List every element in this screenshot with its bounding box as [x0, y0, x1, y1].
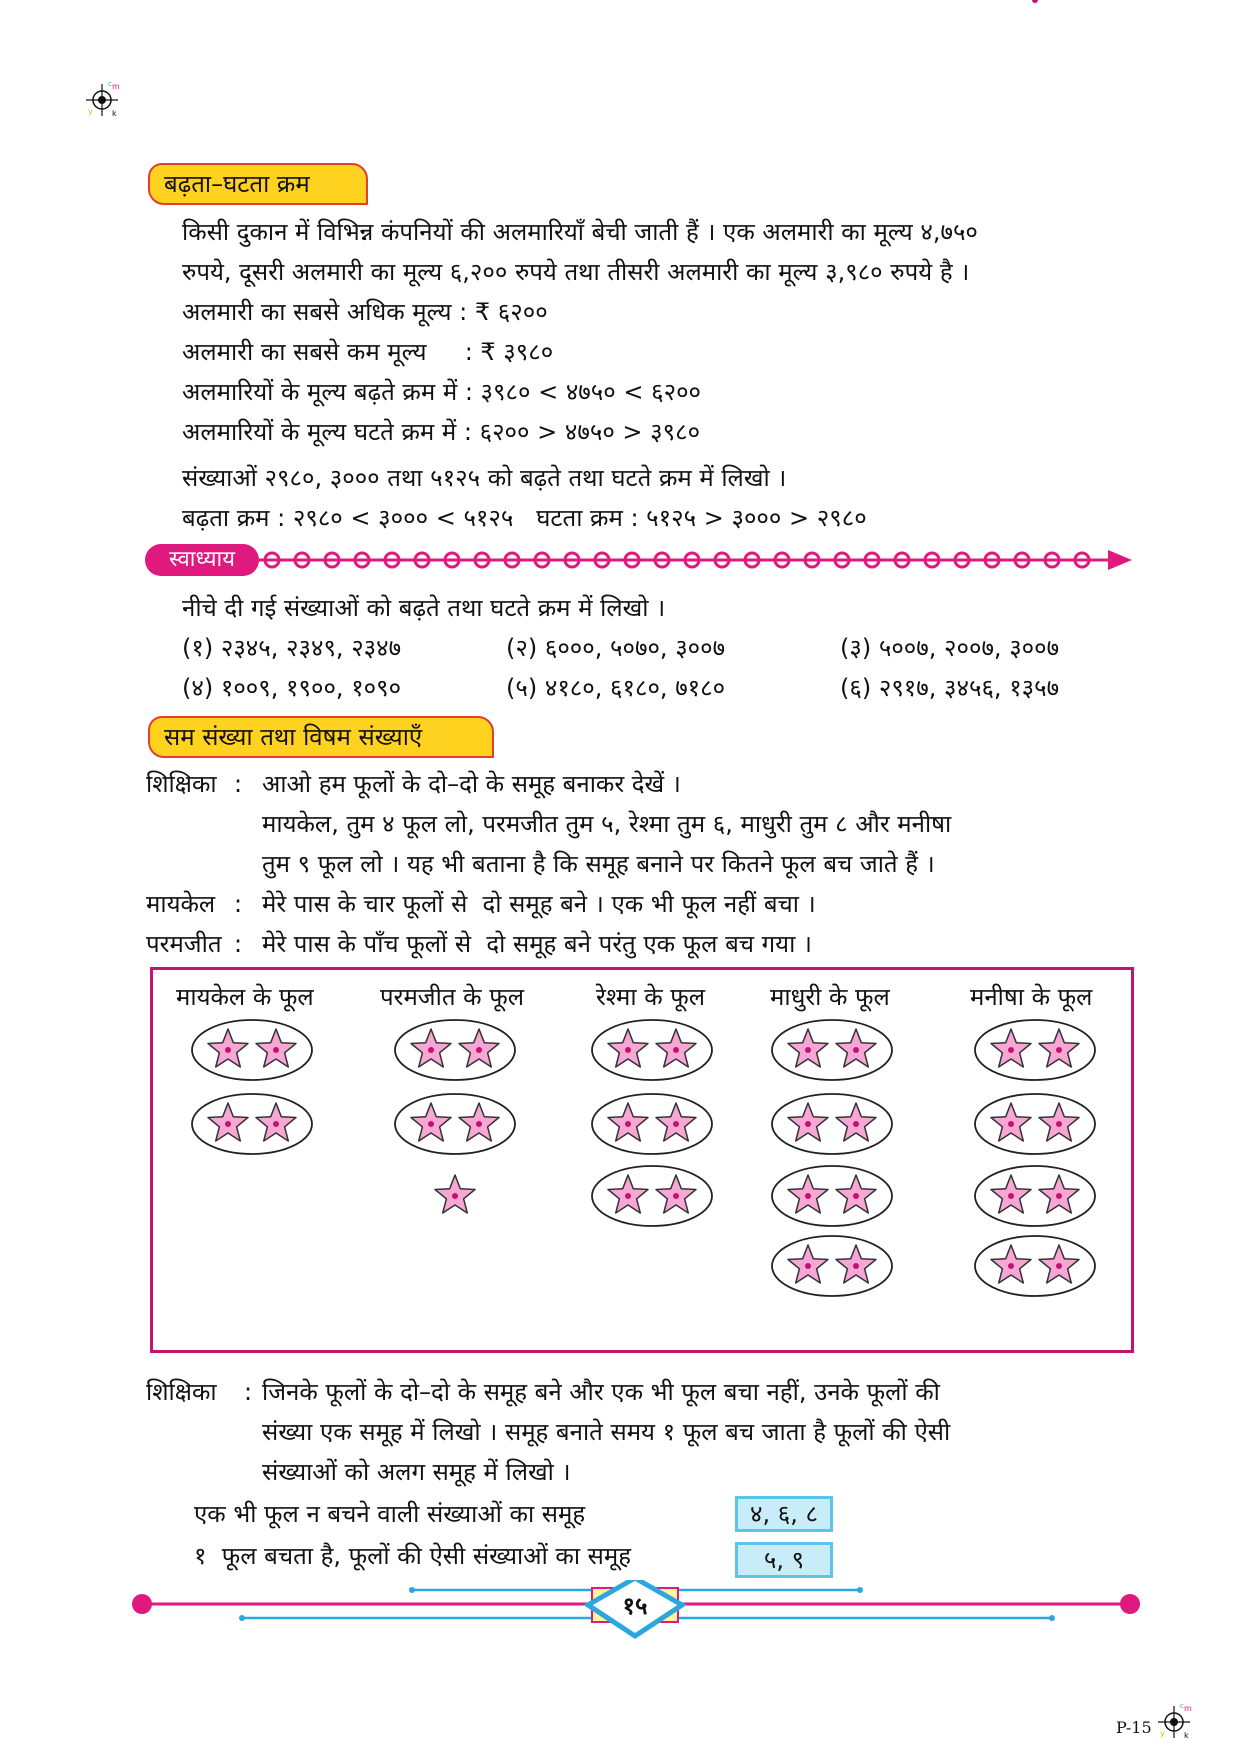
dialogue-line: मेरे पास के चार फूलों से दो समूह बने । एक भी फूल नहीं बचा । — [262, 890, 816, 918]
page-number: १५ — [622, 1592, 648, 1620]
closing-line: संख्याओं को अलग समूह में लिखो । — [262, 1458, 571, 1486]
example-answer: बढ़ता क्रम : २९८० < ३००० < ५१२५ घटता क्रम : ५१२५ > ३००० > २९८० — [182, 504, 867, 532]
min-price-line: अलमारी का सबसे कम मूल्य : ₹ ३९८० — [182, 338, 554, 366]
svg-text:y: y — [1160, 1729, 1165, 1738]
closing-line: जिनके फूलों के दो–दो के समूह बने और एक भी फूल बचा नहीं, उनके फूलों की — [262, 1378, 940, 1406]
odd-group-label: १ फूल बचता है, फूलों की ऐसी संख्याओं का समूह — [194, 1542, 632, 1570]
column-heading: मायकेल के फूल — [176, 983, 314, 1011]
svg-text:m: m — [112, 82, 120, 91]
speaker-paramjeet: परमजीत — [146, 930, 222, 958]
svg-text:k: k — [112, 109, 117, 118]
colon: : — [234, 890, 243, 918]
exercise-instruction: नीचे दी गई संख्याओं को बढ़ते तथा घटते क्रम में लिखो । — [182, 594, 666, 622]
closing-line: संख्या एक समूह में लिखो । समूह बनाते समय १ फूल बच जाता है फूलों की ऐसी — [262, 1418, 951, 1446]
pair-group-oval — [592, 1094, 712, 1154]
page-id: P-15 — [1116, 1718, 1152, 1737]
pair-group-oval — [975, 1166, 1095, 1226]
svg-text:y: y — [88, 107, 93, 116]
exercise-item: (५) ४१८०, ६१८०, ७१८० — [506, 674, 726, 702]
pair-group-oval — [975, 1236, 1095, 1296]
ascending-order-line: अलमारियों के मूल्य बढ़ते क्रम में : ३९८० < ४७५० < ६२०० — [182, 378, 702, 406]
column-heading: मनीषा के फूल — [970, 983, 1093, 1011]
pair-group-oval — [772, 1236, 892, 1296]
svg-text:k: k — [1184, 1731, 1189, 1740]
column-heading: परमजीत के फूल — [380, 983, 524, 1011]
even-group-answer: ४, ६, ८ — [735, 1496, 833, 1532]
descending-order-line: अलमारियों के मूल्य घटते क्रम में : ६२०० > ४७५० > ३९८० — [182, 418, 701, 446]
max-price-line: अलमारी का सबसे अधिक मूल्य : ₹ ६२०० — [182, 298, 548, 326]
example-question: संख्याओं २९८०, ३००० तथा ५१२५ को बढ़ते तथा घटते क्रम में लिखो । — [182, 464, 787, 492]
speaker-teacher: शिक्षिका — [146, 1378, 217, 1406]
even-group-label: एक भी फूल न बचने वाली संख्याओं का समूह — [194, 1500, 586, 1528]
flower-icon — [435, 1175, 475, 1213]
pair-group-oval — [192, 1094, 312, 1154]
colon: : — [234, 930, 243, 958]
pair-group-oval — [395, 1094, 515, 1154]
speaker-teacher: शिक्षिका — [146, 770, 217, 798]
svg-text:m: m — [1184, 1704, 1192, 1713]
exercise-item: (४) १००९, १९००, १०९० — [182, 674, 402, 702]
pair-group-oval — [592, 1166, 712, 1226]
pair-group-oval — [772, 1094, 892, 1154]
svg-text:c: c — [108, 80, 112, 88]
pair-group-oval — [772, 1166, 892, 1226]
pair-group-oval — [975, 1020, 1095, 1080]
odd-group-answer: ५, ९ — [735, 1542, 833, 1578]
exercise-item: (६) २९१७, ३४५६, १३५७ — [840, 674, 1060, 702]
paragraph-line: रुपये, दूसरी अलमारी का मूल्य ६,२०० रुपये तथा तीसरी अलमारी का मूल्य ३,९८० रुपये है । — [182, 258, 970, 286]
svg-text:c: c — [1180, 1702, 1184, 1710]
column-heading: माधुरी के फूल — [770, 983, 890, 1011]
pair-group-oval — [772, 1020, 892, 1080]
pair-group-oval — [192, 1020, 312, 1080]
exercise-item: (३) ५००७, २००७, ३००७ — [840, 634, 1060, 662]
flower-icon — [1032, 0, 1038, 3]
pair-group-oval — [395, 1020, 515, 1080]
exercise-item: (१) २३४५, २३४९, २३४७ — [182, 634, 402, 662]
dialogue-line: मायकेल, तुम ४ फूल लो, परमजीत तुम ५, रेश्मा तुम ६, माधुरी तुम ८ और मनीषा — [262, 810, 952, 838]
dialogue-line: आओ हम फूलों के दो–दो के समूह बनाकर देखें । — [262, 770, 681, 798]
pair-group-oval — [592, 1020, 712, 1080]
colon: : — [244, 1378, 253, 1406]
dialogue-line: मेरे पास के पाँच फूलों से दो समूह बने परंतु एक फूल बच गया । — [262, 930, 813, 958]
exercise-heading: स्वाध्याय — [145, 544, 259, 576]
column-heading: रेश्मा के फूल — [596, 983, 706, 1011]
exercise-item: (२) ६०००, ५०७०, ३००७ — [506, 634, 726, 662]
section-heading-even-odd: सम संख्या तथा विषम संख्याएँ — [148, 716, 494, 758]
paragraph-line: किसी दुकान में विभिन्न कंपनियों की अलमारियाँ बेची जाती हैं । एक अलमारी का मूल्य ४,७५० — [182, 218, 978, 246]
section-heading-ascending-descending: बढ़ता–घटता क्रम — [148, 163, 368, 205]
speaker-michael: मायकेल — [146, 890, 216, 918]
colon: : — [234, 770, 243, 798]
dialogue-line: तुम ९ फूल लो । यह भी बताना है कि समूह बनाने पर कितने फूल बच जाते हैं । — [262, 850, 935, 878]
pair-group-oval — [975, 1094, 1095, 1154]
